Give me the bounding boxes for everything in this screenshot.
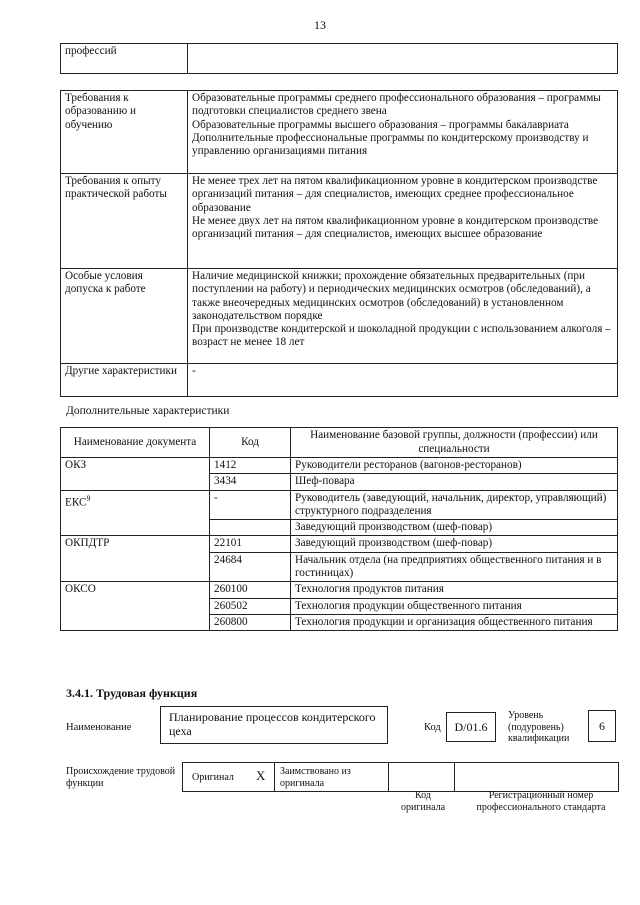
row-code xyxy=(210,520,291,536)
req-value xyxy=(188,174,618,269)
req-value xyxy=(188,91,618,174)
page-number: 13 xyxy=(314,18,326,32)
row-code: 1412 xyxy=(210,458,291,474)
function-code: D/01.6 xyxy=(446,712,496,742)
req-line: Не менее двух лет на пятом квалификационном уровне в кондитерском производстве организаций питания – для специалистов, имеющих высшее образование xyxy=(192,214,599,241)
origin-divider xyxy=(454,762,455,792)
req-value xyxy=(188,364,618,397)
function-name: Планирование процессов кондитерского цеха xyxy=(160,706,388,744)
reg-number-label: Регистрационный номер профессионального стандарта xyxy=(476,790,606,813)
req-label: Требования к образованию и обучению xyxy=(61,91,188,174)
top-table-label: профессий xyxy=(61,44,188,74)
req-label: Требования к опыту практической работы xyxy=(61,174,188,269)
req-line: Образовательные программы высшего образования – программы бакалавриата xyxy=(192,118,569,131)
row-code: 24684 xyxy=(210,552,291,582)
row-code: 22101 xyxy=(210,536,291,552)
level-value: 6 xyxy=(588,710,616,742)
row-doc: ОКСО xyxy=(61,582,210,631)
requirements-table xyxy=(60,90,618,397)
row-doc-text: ЕКС xyxy=(65,496,87,509)
row-name: Заведующий производством (шеф-повар) xyxy=(291,520,618,536)
req-line: Образовательные программы среднего профессионального образования – программы подготовки специалистов среднего звена xyxy=(192,92,601,118)
top-table xyxy=(60,43,618,74)
row-name: Руководители ресторанов (вагонов-ресторанов) xyxy=(291,458,618,474)
origin-label: Происхождение трудовой функции xyxy=(66,766,176,789)
req-label: Другие характеристики xyxy=(61,364,188,397)
req-line: - xyxy=(192,365,196,377)
row-name: Шеф-повара xyxy=(291,474,618,490)
row-name: Руководитель (заведующий, начальник, директор, управляющий) структурного подразделения xyxy=(291,490,618,520)
section-title: 3.4.1. Трудовая функция xyxy=(66,686,198,700)
row-doc: ОКЗ xyxy=(61,458,210,491)
req-label: Особые условия допуска к работе xyxy=(61,269,188,364)
top-table-value xyxy=(188,44,618,74)
row-doc xyxy=(61,490,210,536)
header-code: Код xyxy=(210,428,291,458)
header-doc: Наименование документа xyxy=(61,428,210,458)
row-code: 260800 xyxy=(210,614,291,630)
row-name: Технология продуктов питания xyxy=(291,582,618,598)
header-name: Наименование базовой группы, должности (профессии) или специальности xyxy=(291,428,618,458)
req-value xyxy=(188,269,618,364)
row-name: Технология продукции и организация общественного питания xyxy=(291,614,618,630)
row-code: 260100 xyxy=(210,582,291,598)
row-code: - xyxy=(210,490,291,520)
additional-table xyxy=(60,427,618,631)
original-mark: X xyxy=(256,768,266,783)
row-name: Заведующий производством (шеф-повар) xyxy=(291,536,618,552)
req-line: Наличие медицинской книжки; прохождение обязательных предварительных (при поступлении на работу) и периодических медицинских осмотров (обследований), а также внеочередных медицинских осмотров (обследований) в установленном законодательством порядке xyxy=(192,270,591,322)
borrowed-label: Заимствовано из оригинала xyxy=(280,766,351,789)
origin-box xyxy=(182,762,619,792)
code-label: Код xyxy=(424,722,441,733)
code-original-label: Код оригинала xyxy=(400,790,446,813)
origin-divider xyxy=(388,762,389,792)
req-line: При производстве кондитерской и шоколадной продукции с использованием алкоголя – возраст не менее 18 лет xyxy=(192,323,611,349)
row-name: Начальник отдела (на предприятиях общественного питания и в гостиницах) xyxy=(291,552,618,582)
level-label: Уровень (подуровень) квалификации xyxy=(508,710,570,744)
additional-title: Дополнительные характеристики xyxy=(66,405,230,417)
row-code: 3434 xyxy=(210,474,291,490)
row-doc: ОКПДТР xyxy=(61,536,210,582)
original-label: Оригинал xyxy=(192,772,234,783)
req-line: Не менее трех лет на пятом квалификационном уровне в кондитерском производстве организаций питания – для специалистов, имеющих среднее профессиональное образование xyxy=(192,175,598,214)
req-line: Дополнительные профессиональные программы по кондитерскому производству и управлению организациями питания xyxy=(192,131,589,158)
name-label: Наименование xyxy=(66,722,132,733)
row-name: Технология продукции общественного питания xyxy=(291,598,618,614)
row-code: 260502 xyxy=(210,598,291,614)
footnote-mark: 9 xyxy=(86,493,91,503)
origin-divider xyxy=(274,762,275,792)
